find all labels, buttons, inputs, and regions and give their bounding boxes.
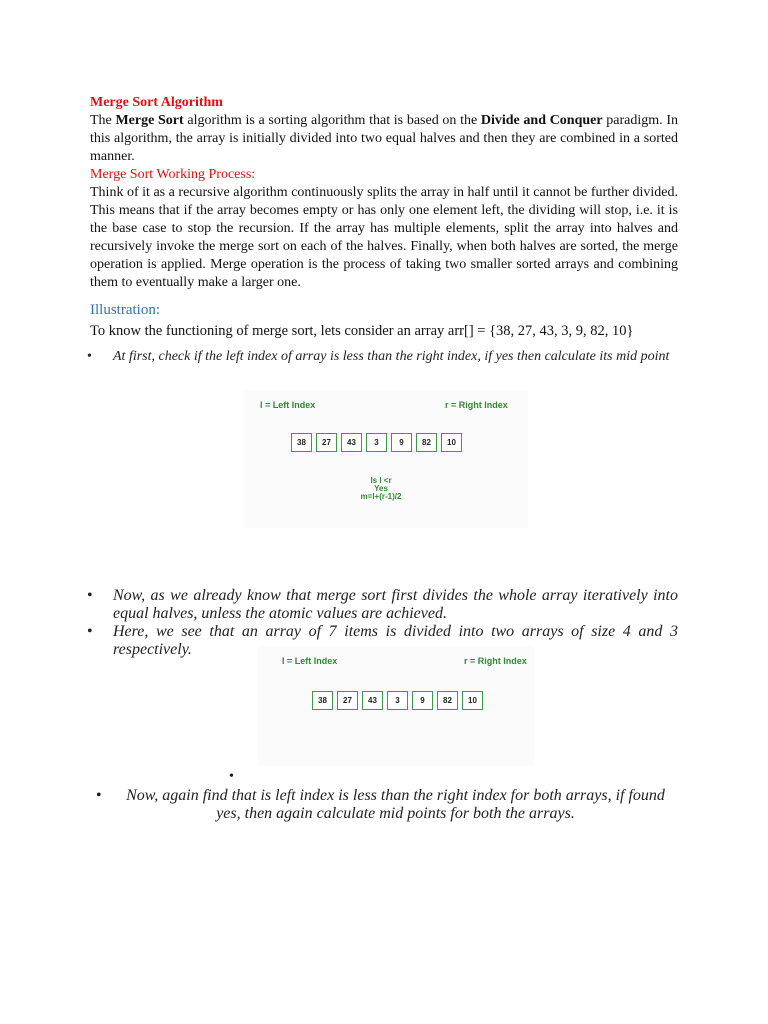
left-index-label: l = Left Index	[260, 400, 316, 410]
condition-line-3: m=l+(r-1)/2	[360, 492, 402, 501]
left-index-label: l = Left Index	[282, 656, 338, 666]
intro-paragraph	[90, 112, 678, 166]
intro-text-3: paradigm. In this algorithm, the array is initially divided into two equal halves and then they are combined in a sorted manner.	[90, 113, 678, 164]
array-cell: 10	[462, 691, 483, 710]
array-cell: 3	[366, 433, 387, 452]
array-cells	[312, 691, 483, 710]
array-cell: 10	[441, 433, 462, 452]
array-cell: 38	[291, 433, 312, 452]
array-cell: 38	[312, 691, 333, 710]
condition-text	[344, 477, 418, 501]
intro-bold-merge-sort: Merge Sort	[115, 113, 184, 128]
right-index-label: r = Right Index	[445, 400, 508, 410]
list-item	[87, 587, 678, 623]
bullet-dot: •	[96, 787, 102, 804]
array-cell: 3	[387, 691, 408, 710]
array-cell: 27	[316, 433, 337, 452]
empty-bullet-dot: •	[229, 769, 234, 784]
array-cell: 82	[437, 691, 458, 710]
array-cell: 43	[341, 433, 362, 452]
bullet-text: Here, we see that an array of 7 items is divided into two arrays of size 4 and 3 respectively.	[113, 623, 678, 658]
array-cell: 82	[416, 433, 437, 452]
condition-line-2: Yes	[374, 484, 388, 493]
page-title: Merge Sort Algorithm	[90, 95, 223, 110]
list-item	[96, 787, 669, 823]
illustration-intro: To know the functioning of merge sort, lets consider an array arr[] = {38, 27, 43, 3, 9, 82, 10}	[90, 323, 634, 339]
working-heading: Merge Sort Working Process:	[90, 167, 256, 182]
bullet-dot: •	[87, 587, 93, 604]
figure-array-check	[244, 390, 528, 528]
working-paragraph: Think of it as a recursive algorithm continuously splits the array in half until it cannot be further divided. This means that if the array becomes empty or has only one element left, the dividing will stop, i.e. it is the base case to stop the recursion. If the array has multiple elements, split the array into halves and recursively invoke the merge sort on each of the halves. Finally, when both halves are sorted, the merge operation is applied. Merge operation is the process of taking two smaller sorted arrays and combining them to eventually make a larger one.	[90, 185, 678, 290]
illustration-heading: Illustration:	[90, 302, 160, 318]
array-cell: 9	[412, 691, 433, 710]
array-cells	[291, 433, 462, 452]
intro-text-1: The	[90, 113, 116, 128]
bullet-text: At first, check if the left index of array is less than the right index, if yes then calculate its mid point	[113, 349, 670, 364]
condition-line-1: Is l <r	[370, 476, 392, 485]
intro-text-2: algorithm is a sorting algorithm that is based on the	[183, 113, 481, 128]
intro-bold-divide-conquer: Divide and Conquer	[480, 113, 603, 128]
bullet-dot: •	[87, 349, 92, 364]
figure-array-split	[258, 646, 534, 766]
array-cell: 43	[362, 691, 383, 710]
array-cell: 27	[337, 691, 358, 710]
array-cell: 9	[391, 433, 412, 452]
document-body	[87, 94, 678, 366]
right-index-label: r = Right Index	[464, 656, 527, 666]
bullet-text: Now, again find that is left index is less than the right index for both arrays, if found yes, then again calculate mid points for both the arrays.	[126, 787, 665, 822]
bullet-text: Now, as we already know that merge sort first divides the whole array iteratively into equal halves, unless the atomic values are achieved.	[113, 587, 678, 622]
bullet-dot: •	[87, 623, 93, 640]
list-item	[87, 348, 678, 366]
